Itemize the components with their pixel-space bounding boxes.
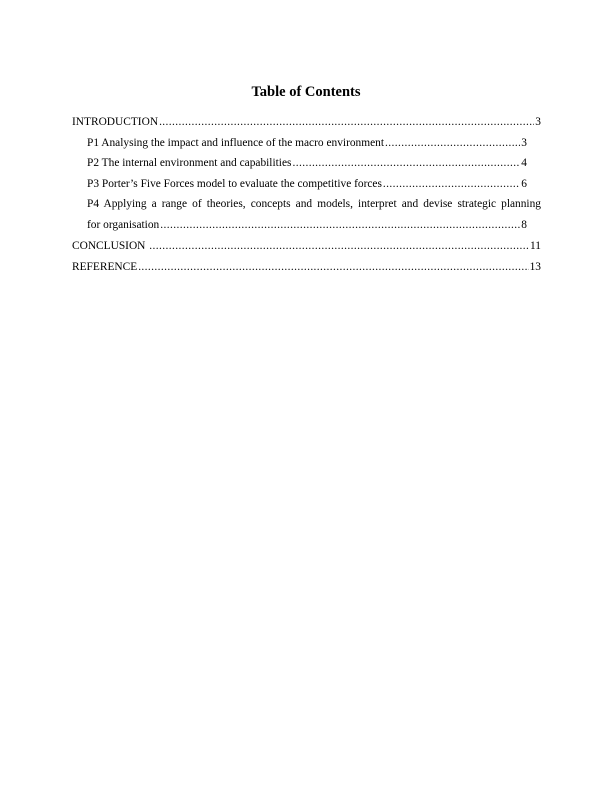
toc-entry-page: 13: [529, 261, 541, 273]
dot-leader: [160, 218, 520, 232]
toc-entry-p4-line1[interactable]: P4 Applying a range of theories, concepts and models, interpret and devise strategic planning: [87, 198, 541, 210]
toc-entry-p1[interactable]: [87, 136, 527, 150]
toc-title: Table of Contents: [251, 84, 361, 100]
toc-entry-p2[interactable]: [87, 156, 527, 170]
toc-entry-reference[interactable]: [72, 260, 541, 274]
toc-entry-label: P1 Analysing the impact and influence of the macro environment: [87, 137, 385, 149]
dot-leader: [385, 136, 520, 150]
toc-entry-label: INTRODUCTION: [72, 116, 159, 128]
toc-entry-conclusion[interactable]: [72, 239, 541, 253]
toc-entry-label: P3 Porter’s Five Forces model to evaluate the competitive forces: [87, 178, 382, 190]
toc-entry-page: 3: [521, 137, 527, 149]
toc-entry-page: 8: [521, 219, 527, 231]
toc-entry-label: for organisation: [87, 219, 160, 231]
toc-entry-p3[interactable]: [87, 177, 527, 191]
toc-entry-introduction[interactable]: [72, 115, 541, 129]
toc-entry-page: 6: [521, 178, 527, 190]
dot-leader: [159, 115, 534, 129]
toc-entry-label: P2 The internal environment and capabilities: [87, 157, 292, 169]
toc-entry-label: CONCLUSION: [72, 240, 149, 252]
toc-entry-label: REFERENCE: [72, 261, 138, 273]
dot-leader: [149, 239, 529, 253]
toc-entry-page: 3: [535, 116, 541, 128]
dot-leader: [292, 156, 520, 170]
dot-leader: [138, 260, 528, 274]
toc-entry-page: 11: [530, 240, 541, 252]
toc-entry-page: 4: [521, 157, 527, 169]
toc-entry-p4[interactable]: [87, 218, 527, 232]
dot-leader: [383, 177, 520, 191]
